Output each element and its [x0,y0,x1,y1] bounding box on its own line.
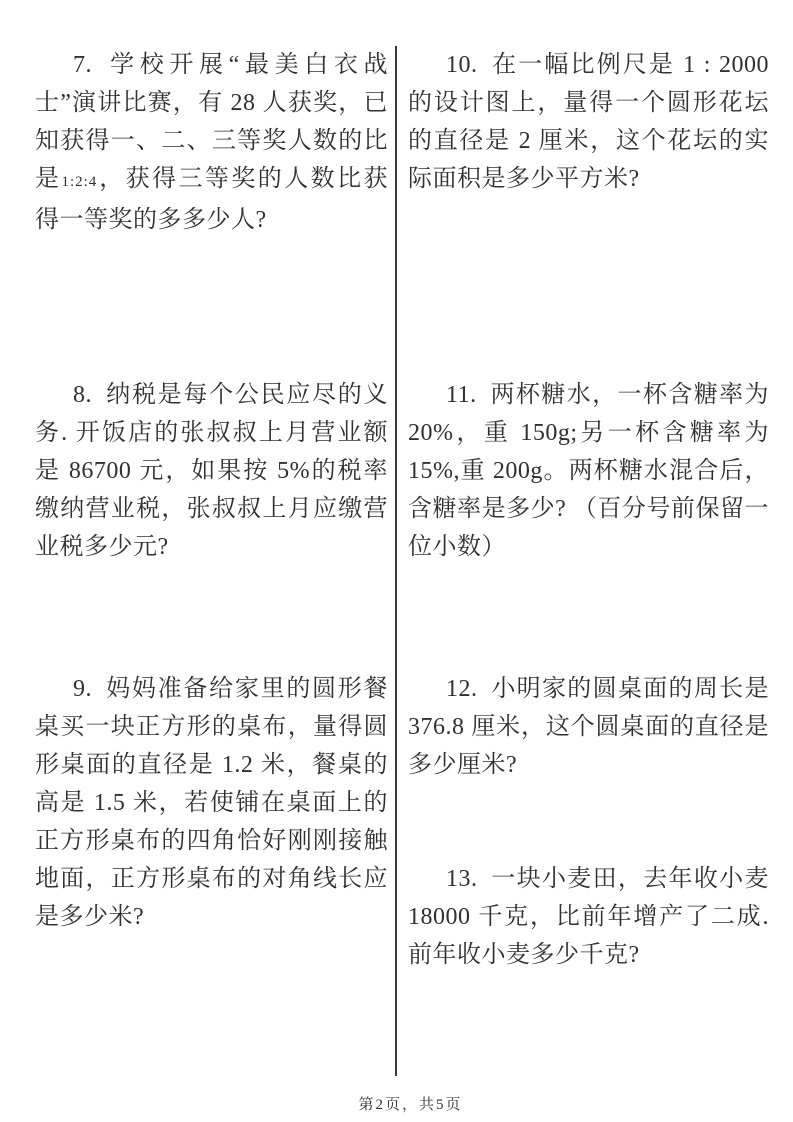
problem-number: 13. [446,866,478,892]
problem-text: 小明家的圆桌面的周长是 376.8 厘米，这个圆桌面的直径是多少厘米? [408,676,769,778]
problem-9 [35,670,388,936]
problem-number: 8. [73,382,92,408]
problem-text: ，获得三等奖的人数比获得一等奖的多多少人? [35,166,389,233]
column-divider [395,46,397,1076]
problem-text: 一块小麦田，去年收小麦 18000 千克，比前年增产了二成. 前年收小麦多少千克? [408,866,769,968]
problem-7 [35,46,388,239]
problem-text: 1:2:4 [61,174,98,190]
problem-13 [408,860,769,974]
problem-text: 学校开展“最美白衣战士”演讲比赛，有 28 人获奖，已知获得一、二、三等奖人数的比是 [35,52,388,192]
problem-number: 9. [73,676,92,702]
problem-12 [408,670,769,784]
problem-number: 12. [446,676,478,702]
problem-number: 11. [446,382,477,408]
right-column [408,0,769,1080]
problem-text: 纳税是每个公民应尽的义务. 开饭店的张叔叔上月营业额是 86700 元，如果按 5%的税率缴纳营业税，张叔叔上月应缴营业税多少元? [35,382,388,560]
problem-text: 在一幅比例尺是 1 : 2000 的设计图上，量得一个圆形花坛的直径是 2 厘米，这个花坛的实际面积是多少平方米? [408,52,769,192]
left-column [35,0,388,1080]
problem-11 [408,376,769,566]
problem-number: 7. [73,52,92,78]
page-number-label: 第2页，共5页 [358,1097,463,1113]
problem-number: 10. [446,52,478,78]
problem-10 [408,46,769,198]
problem-text: 两杯糖水，一杯含糖率为 20%，重 150g;另一杯含糖率为 15%,重 200g。两杯糖水混合后，含糖率是多少? （百分号前保留一位小数） [408,382,769,560]
page-footer [0,1093,793,1114]
problem-8 [35,376,388,566]
problem-text: 妈妈准备给家里的圆形餐桌买一块正方形的桌布，量得圆形桌面的直径是 1.2 米，餐桌的高是 1.5 米，若使铺在桌面上的正方形桌布的四角恰好刚刚接触地面，正方形桌布的对角线长应是多少米? [35,676,388,930]
